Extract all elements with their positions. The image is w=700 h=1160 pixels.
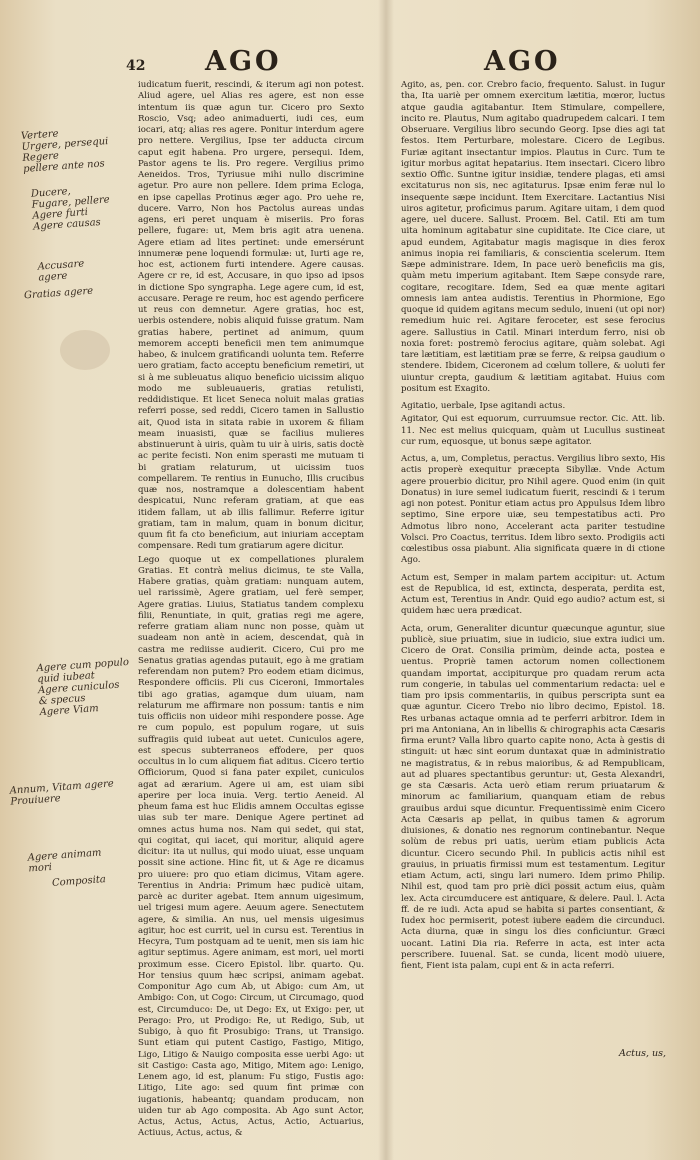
paragraph: Actus, a, um, Completus, peractus. Vergilius libro sexto, His actis properè exequitur præcepta Sibyllæ. Vnde Actum agere prouerbio dicitur, pro Nihil agere. Quod enim (in quit Donatus) in iure semel iudicatum fuerit, rescindi & i terum agi non potest. Ponitur etiam actus pro Appulsus Idem libro septimo, Sine erpore uiæ, seu tempestatibus acti. Pro Admotus libro nono, Accelerant acta pariter testudine Volsci. Pro Coactus, territus. Idem libro sexto. Prodigiis acti cœlestibus ossa piabunt. Alia significata quære in di ctione Ago. [401,454,665,566]
paragraph: iudicatum fuerit, rescindi, & iterum agi non potest. Aliud agere, uel Alias res agere, est non esse intentum iis quæ agun tur. Cicero pro Sexto Roscio, Vsq; adeo animaduerti, iudi ces, eum iocari, atq; alias res agere. Ponitur interdum agere pro nettere. Vergilius, Ipse ter adducta circum caput egit habena. Pro urgere, persequi. Idem, Pastor agens te lis. Pro regere. Vergilius primo Aeneidos. Tros, Tyriusue mihi nullo discrimine agetur. Pro aure non pellere. Idem prima Ecloga, en ipse capellas Protinus æger ago. Pro uehe re, ducere. Varro, Non hos Pactolus aureas undas agens, eri peret unquam è miseriis. Pro foras pellere, fugare: ut, Mem bris agit atra uenena. Agere etiam ad lites pertinet: unde emersérunt innumeræ pene loquendi formulæ: ut, Iurti age re, hoc est, actionem furti intendere. Agere causas. Agere cr re, id est, Accusare, in quo ipso ad ipsos in dictione Spo syngrapha. Lege agere cum, id est, accusare. Perage re reum, hoc est agendo perficere ut reus con demnetur. Agere gratias, hoc est, uerbis ostendere, nobis aliquid fuisse gratum. Nam gratias habere, pertinet ad animum, quum memorem accepti beneficii men tem animumque habeo, & inulcem gratificandi uolunta tem. Referre uero gratiam, facto acceptu beneficium remetiri, ut si à me subleuatus aliquo beneficio uicissim aliquo modo me subleuaueris, gratias retulisti, reddidistique. Et licet Seneca noluit malas gratias referri posse, sed reddi, Cicero tamen in Sallustio ait, Quod ista in sitata rabie in uxorem & filiam meam inuasisti, quæ se facilius mulieres abstinuerunt à uiris, quàm tu uir à uiris, satis doctè ac perite fecisti. Non enim sperasti me mutuam ti bi gratiam relaturum, ut uicissim tuos compellarem. Te rentius in Eunucho, Illis crucibus quæ nos, nostramque a dolescentiam habent despicatui, Nunc referam gratiam, at que eas itidem fallam, ut ab illis fallimur. Referre igitur gratiam, tam in malum, quam in bonum dicitur, quum fit fa cto beneficium, aut iniuriam acceptam compensare. Redi tum gratiarum agere dicitur. [138,80,364,552]
margin-note: Ducere, Fugare, pellere Agere furti Agere causas [30,185,111,233]
margin-note: Gratias agere [23,285,94,302]
margin-note: Composita [51,874,107,889]
catchword: Actus, us, [618,1048,666,1059]
margin-note: Vertere Urgere, persequi Regere pellere ante nos [20,128,109,175]
margin-note: Agere cum populo quid iubeat Agere cuniculos & specus Agere Viam [36,656,130,719]
paragraph: Agito, as, pen. cor. Crebro facio, frequento. Salust. in Iugur tha, Ita uariè per omnem exercitum lætitia, mœror, luctus atque gaudia agitabantur. Item Stimulare, compellere, incito re. Plautus, Num agitabo quadrupedem calcari. I tem Obseruare. Vergilius libro secundo Georg. Ipse dies agi tat festos. Item Perturbare, molestare. Cicero de Legibus. Furiæ agitant insectantur impios. Plautus in Curc. Tum te igitur morbus agitat hepatarius. Item insectari. Cicero libro sextio Offic. Suntne igitur insidiæ, tendere plagas, eti amsi excitaturus non sis, nec agitaturus. Ipsæ enim feræ nul lo insequente sæpe incidunt. Item Exercitare. Lactantius Nisi uiros agitetur, proficimus parum. Agitare uitam, i dem quod agere, uel ducere. Sallust. Proœm. Bel. Catil. Eti am tum uita hominum agitabatur sine cupiditate. Ite Cice ciare, ut apud eundem, Agitabatur magis magisque in dies ferox animus inopia rei familiaris, & conscientia scelerum. Item Sæpe administrare. Idem, In pace uerò beneficiis ma gis, quàm metu imperium agitabant. Item Sæpe consyde rare, cogitare, recogitare. Idem, Sed ea quæ mente agitari omnesis iam antea audistis. Terentius in Phormione, Ego quoque id quidem agitans mecum sedulo, inueni (ut opi nor) remedium huic rei. Agitare feroceter, est sese ferocius agere. Sallustius in Catil. Minari interdum ferro, nisi ob noxia foret: postremò ferocius agitare, quàm solebat. Agi tare lætitiam, est lætitiam præ se ferre, & reipsa gaudium o stendere. Ibidem, Ciceronem ad cœlum tollere, & uoluti fer uiuntur crepta, gaudium & lætitiam agitabat. Huius com positum est Exagito. [401,80,665,394]
running-head-right: AGO [484,46,561,77]
running-head-left: AGO [205,46,282,77]
margin-note: Accusare agere [37,258,85,284]
paragraph: Lego quoque ut ex compellationes pluralem Gratias. Et contrà melius dicimus, te ste Valla, Habere gratias, quàm gratiam: nunquam autem, uel rarissimè, Agere gratiam, uel ferè semper, Agere gratias. Liuius, Statiatus tandem complexu filii, Renuntiate, in quit, gratias regi me agere, referre gratiam aliam nunc non posse, quàm ut suadeam non antè in aciem, descendat, quà in castra me rediisse audierit. Cicero, Cui pro me Senatus gratias agendas putauit, ego à me gratiam referendam non putem? Pro eodem etiam dicimus, Respondere officiis. Pli cus Ciceroni, Immortales tibi ago gratias, agamque dum uiuam, nam relaturum me affirmare non possum: tantis e nim tuis officiis non uideor mihi respondere posse. Age re cum populo, est populum rogare, ut suis suffragiis quid iubeat aut uetet. Cuniculos agere, est specus subterraneos effodere, per quos occultus in lo cum aliquem fiat aditus. Cicero tertio Officiorum, Quod si fana pater expilet, cuniculos agat ad ærarium. Agere ui am, est uiam sibi aperire per loca inuia. Verg. tertio Aeneid. Al pheum fama est huc Elidis amnem Occultas egisse uias sub ter mare. Denique Agere pertinet ad omnes actus huma nos. Nam qui sedet, qui stat, qui cogitat, qui iacet, qui moritur, aliquid agere dicitur: ita ut nullus, qui modo uiuat, esse unquam possit sine actione. Hinc fit, ut & Age re dicamus pro uiuere: pro quo etiam dicimus, Vitam agere. Terentius in Andria: Primum hæc pudicè uitam, parcè ac duriter agebat. Item annum uigesimum, uel trigesi mum agere. Aeuum agere. Senectutem agere, & similia. An nus, uel mensis uigesimus agitur, hoc est currit, uel in cursu est. Terentius in Hecyra, Tum postquam ad te uenit, men sis iam hic agitur septimus. Agere animam, est mori, uel morti proximum esse. Cicero Epistol. libr. quarto. Qu. Hor tensius quum hæc scripsi, animam agebat. Componitur Ago cum Ab, ut Abigo: cum Am, ut Ambigo: Con, ut Cogo: Circum, ut Circumago, quod est, Circumduco: De, ut Dego: Ex, ut Exigo: per, ut Perago: Pro, ut Prodigo: Re, ut Redigo, Sub, ut Subigo, à quo fit Prosubigo: Trans, ut Transigo. Sunt etiam qui putent Castigo, Fastigo, Mitigo, Ligo, Litigo & Nauigo composita esse uerbi Ago: ut sit Castigo: Casta ago, Mitigo, Mitem ago: Lenigo, Lenem ago, id est, planum: Fu stigo, Fustis ago: Litigo, Lite ago: sed quum fint primæ con iugationis, habeantq; quandam producam, non uiden tur ab Ago composita. Ab Ago sunt Actor, Actus, Actus, Actus, Actus, Actio, Actuarius, Actiuus, Actus, actus, & [138,554,364,1139]
paragraph: Agitatio, uerbale, Ipse agitandi actus. [401,401,566,411]
gutter-shadow [378,0,394,1160]
paragraph: Actum est, Semper in malam partem accipitur: ut. Actum est de Republica, id est, extincta, desperata, perdita est, Actum est, Terentius in Andr. Quid ego audio? actum est, si quidem hæc uera prædicat. [401,572,665,617]
paper-stain [60,330,110,370]
margin-note: Annum, Vitam agere Prouiuere [9,778,115,808]
paragraph: Acta, orum, Generaliter dicuntur quæcunque aguntur, siue publicè, siue priuatim, siue in iudicio, siue extra iudici um. Cicero de Orat. Consilia primùm, deinde acta, postea e uentus. Propriè tamen actorum nomen collectionem quandam importat, accipiturque pro quadam rerum acta rum congerie, in tabulas uel commentarium redacta: uel e tiam pro ipsis commentariis, in quibus perscripta sunt ea quæ aguntur. Cicero Trebo nio libro decimo, Epistol. 18. Res urbanas actaque omnia ad te perferri arbitror. Idem in pri ma Antoniana, An in libellis & chirographis acta Cæsaris firma erunt? Valla libro quarto capite nono, Acta à gestis di stinguit: ut hæc sint eorum duntaxat quæ in administratio ne magistratus, & in rebus maioribus, & ad Rempublicam, aut ad pluares spectantibus geruntur: ut, Gesta Alexandri, ge sta Cæsaris. Acta uerò etiam rerum priuatarum & minorum ac familiarium, quanquam etiam de rebus grauibus ardui sque dicuntur. Frequentissimè enim Cicero Acta Cæsaris ap pellat, in quibus tamen & agrorum diuisiones, & donatio nes regnorum continebantur. Neque solùm de rebus pri uatis, uerùm etiam publicis Acta dicuntur. Cicero secundo Phil. In publicis actis nihil est grauius, in priuatis firmissi mum est testamentum. Legitur etiam Actum, acti, singu lari numero. Idem primo Philip. Nihil est, quod tam pro priè dici possit actum eius, quàm lex. Acta circumducere est antiquare, & delere. Paul. l. Acta ff. de re iudi. Acta apud se habita si partes consentiant, & Iudex hoc permiserit, potest iubere eadem die circunduci. Acta diurna, quæ in singu los dies conficiuntur. Græci uocant. Latini Dia ria. Referre in acta, est inter acta perscribere. Iuuenal. Sat. se cunda, licent modò uiuere, fient, Fient ista palam, cupi ent & in acta referri. [401,623,665,971]
page-number: 42 [126,58,146,74]
paragraph: Agitator, Qui est equorum, curruumsue rector. Cic. Att. lib. 11. Nec est melius quicquam, quàm ut Lucullus sustineat cur rum, equosque, ut bonus sæpe agitator. [401,414,665,447]
left-column [138,80,364,1142]
margin-note: Agere animam mori [27,847,102,875]
right-column [401,80,665,974]
